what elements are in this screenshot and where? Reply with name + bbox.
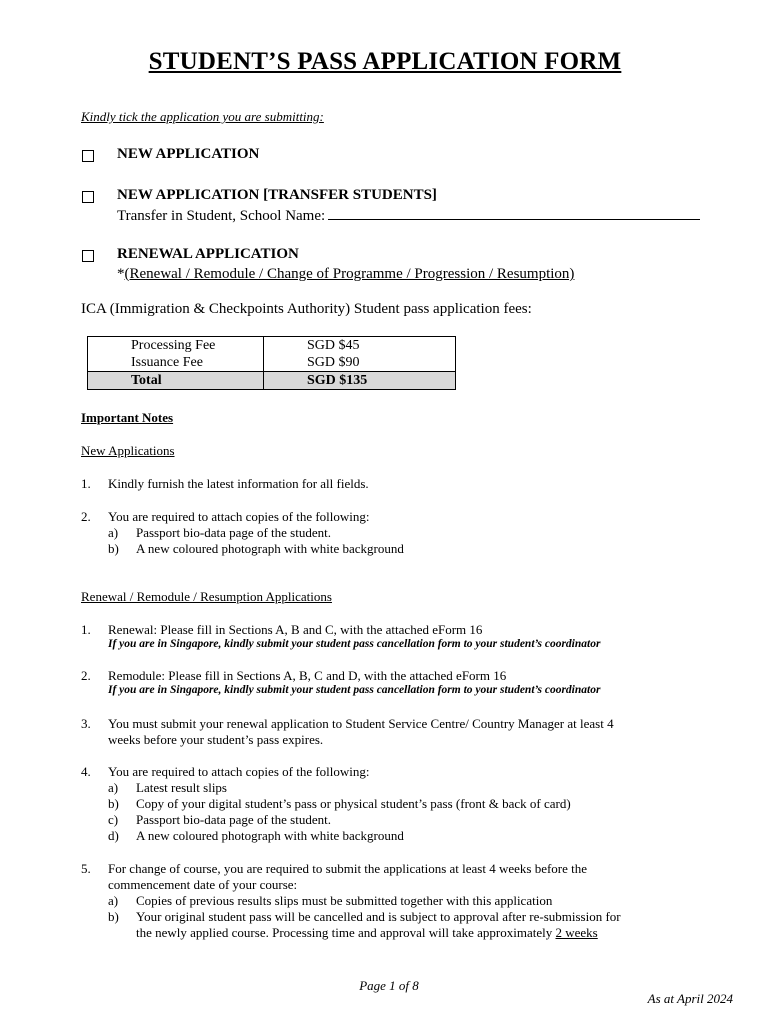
renewal-asterisk: * bbox=[117, 266, 125, 282]
list-item: You must submit your renewal application to Student Service Centre/ Country Manager at least 4 bbox=[108, 716, 614, 731]
sub-item-letter: a) bbox=[108, 525, 119, 540]
list-item-note: If you are in Singapore, kindly submit your student pass cancellation form to your student’s coordinator bbox=[108, 638, 601, 650]
list-item: Remodule: Please fill in Sections A, B, C and D, with the attached eForm 16 bbox=[108, 668, 507, 683]
fee-name: Total bbox=[88, 372, 264, 390]
school-name-line[interactable] bbox=[328, 207, 700, 220]
sub-item: Your original student pass will be cancelled and is subject to approval after re-submission for bbox=[136, 909, 621, 924]
fee-name: Issuance Fee bbox=[88, 354, 264, 372]
renewal-types bbox=[117, 266, 574, 283]
sub-item-letter: a) bbox=[108, 780, 119, 795]
new-application-checkbox[interactable] bbox=[82, 150, 94, 162]
fee-name: Processing Fee bbox=[88, 337, 264, 355]
school-name-field[interactable] bbox=[117, 207, 700, 225]
transfer-application-label: NEW APPLICATION [TRANSFER STUDENTS] bbox=[117, 187, 437, 203]
list-item: You are required to attach copies of the following: bbox=[108, 764, 370, 779]
list-item-number: 1. bbox=[81, 476, 91, 491]
list-item-number: 5. bbox=[81, 861, 91, 876]
transfer-application-checkbox[interactable] bbox=[82, 191, 94, 203]
table-row bbox=[88, 337, 456, 355]
sub-item: Passport bio-data page of the student. bbox=[136, 525, 331, 540]
renewal-types-text: (Renewal / Remodule / Change of Programme / Progression / Resumption) bbox=[124, 266, 575, 282]
list-item-number: 2. bbox=[81, 668, 91, 683]
sub-item: A new coloured photograph with white background bbox=[136, 541, 404, 556]
processing-time-duration: 2 weeks bbox=[555, 925, 598, 940]
renewal-application-checkbox[interactable] bbox=[82, 250, 94, 262]
list-item: Renewal: Please fill in Sections A, B and C, with the attached eForm 16 bbox=[108, 622, 483, 637]
sub-item: Copies of previous results slips must be submitted together with this application bbox=[136, 893, 553, 908]
sub-item-letter: b) bbox=[108, 796, 119, 811]
renewal-heading: Renewal / Remodule / Resumption Applications bbox=[81, 589, 332, 604]
school-name-label: Transfer in Student, School Name: bbox=[117, 208, 326, 224]
sub-item: Latest result slips bbox=[136, 780, 227, 795]
new-application-label: NEW APPLICATION bbox=[117, 146, 260, 162]
sub-item-letter: a) bbox=[108, 893, 119, 908]
list-item-note: If you are in Singapore, kindly submit your student pass cancellation form to your student’s coordinator bbox=[108, 684, 601, 696]
sub-item-letter: c) bbox=[108, 812, 119, 827]
list-item-cont: weeks before your student’s pass expires. bbox=[108, 732, 324, 747]
important-notes-heading: Important Notes bbox=[81, 410, 174, 425]
list-item: For change of course, you are required to submit the applications at least 4 weeks before the bbox=[108, 861, 588, 876]
sub-item: Copy of your digital student’s pass or physical student’s pass (front & back of card) bbox=[136, 796, 571, 811]
page-number: Page 1 of 8 bbox=[359, 978, 419, 993]
processing-time-text: the newly applied course. Processing time and approval will take approximately bbox=[136, 925, 556, 940]
sub-item: A new coloured photograph with white background bbox=[136, 828, 404, 843]
fee-amount: SGD $90 bbox=[264, 354, 456, 372]
table-row bbox=[88, 354, 456, 372]
tick-instruction: Kindly tick the application you are submitting: bbox=[81, 109, 324, 124]
revision-date: As at April 2024 bbox=[647, 991, 733, 1006]
list-item-number: 4. bbox=[81, 764, 91, 779]
fee-amount: SGD $45 bbox=[264, 337, 456, 355]
table-row-total bbox=[88, 372, 456, 390]
list-item: You are required to attach copies of the following: bbox=[108, 509, 370, 524]
list-item-number: 2. bbox=[81, 509, 91, 524]
list-item-number: 3. bbox=[81, 716, 91, 731]
sub-item-letter: b) bbox=[108, 541, 119, 556]
list-item-cont: commencement date of your course: bbox=[108, 877, 298, 892]
form-title: STUDENT’S PASS APPLICATION FORM bbox=[148, 48, 622, 75]
list-item: Kindly furnish the latest information for all fields. bbox=[108, 476, 369, 491]
new-applications-heading: New Applications bbox=[81, 443, 175, 458]
sub-item: Passport bio-data page of the student. bbox=[136, 812, 331, 827]
list-item-number: 1. bbox=[81, 622, 91, 637]
sub-item-cont bbox=[136, 925, 598, 941]
sub-item-letter: d) bbox=[108, 828, 119, 843]
fee-amount: SGD $135 bbox=[264, 372, 456, 390]
fees-heading: ICA (Immigration & Checkpoints Authority) Student pass application fees: bbox=[81, 301, 532, 317]
sub-item-letter: b) bbox=[108, 909, 119, 924]
fees-table bbox=[87, 336, 456, 390]
renewal-application-label: RENEWAL APPLICATION bbox=[117, 246, 299, 262]
